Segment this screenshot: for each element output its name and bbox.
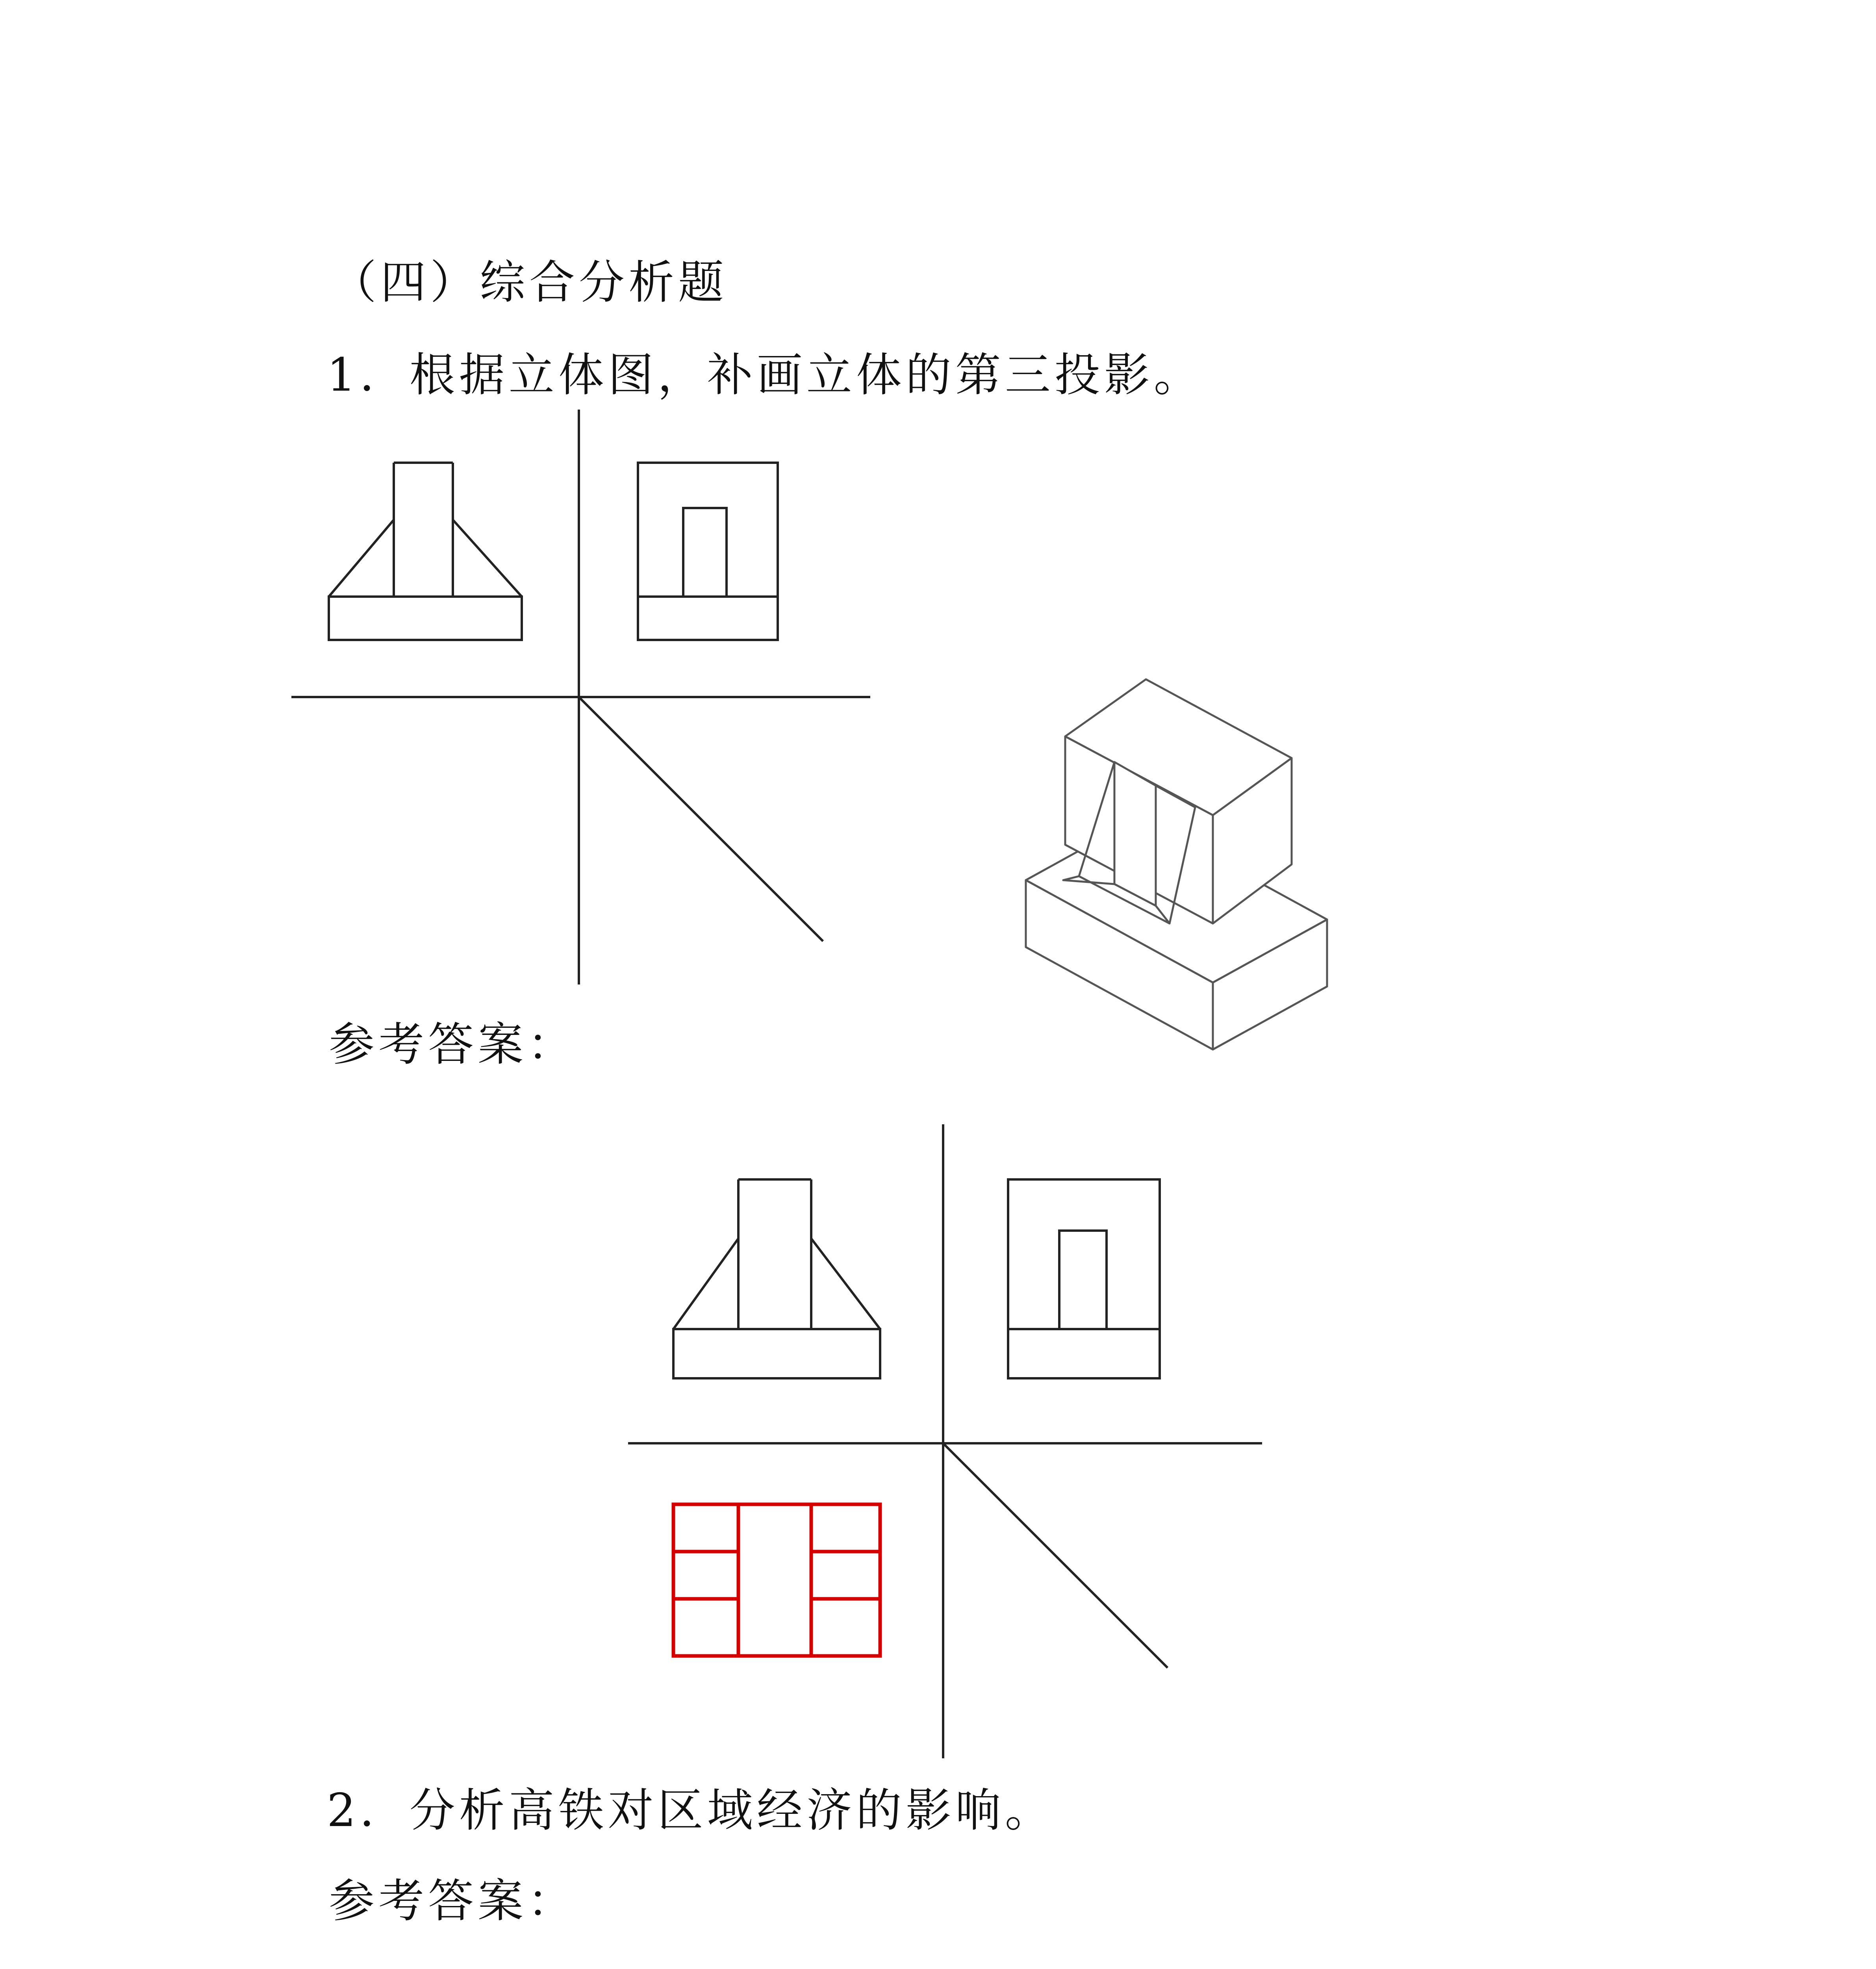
q1-given-views (291, 410, 870, 984)
answer-side-view (1008, 1179, 1160, 1378)
question-2-answer-label: 参考答案： (329, 1874, 577, 1928)
answer-top-view (673, 1504, 880, 1656)
question-1-answer-label: 参考答案： (329, 1018, 577, 1071)
question-2-prompt: 2．分析高铁对区域经济的影响。 (327, 1784, 1055, 1837)
section-heading: （四）综合分析题 (331, 256, 728, 309)
question-1-prompt: 1．根据立体图，补画立体的第三投影。 (327, 349, 1203, 402)
q1-miter-line (579, 697, 823, 941)
q1-front-view (329, 463, 522, 640)
q1-side-view (638, 463, 778, 640)
answer-miter-line (943, 1443, 1168, 1668)
answer-views (628, 1124, 1262, 1758)
answer-front-view (673, 1179, 880, 1378)
isometric-solid (1026, 679, 1327, 1049)
